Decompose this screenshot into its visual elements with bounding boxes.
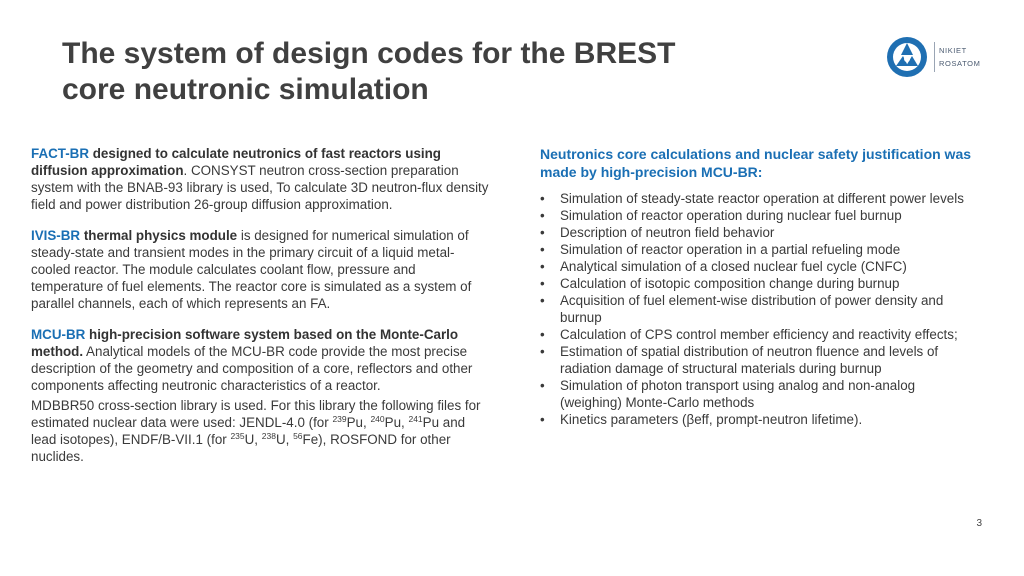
page-number: 3 <box>976 518 982 529</box>
list-item <box>540 207 980 224</box>
bullet-icon: • <box>540 412 545 427</box>
fact-br-text: . CONSYST neutron cross-section preparation system with the BNAB-93 library is used, To calculate 3D neutron-flux density field and power distribution 26-group diffusion approximation. <box>31 163 489 212</box>
list-item-text: Calculation of isotopic composition change during burnup <box>560 276 900 291</box>
logo-text <box>939 44 980 70</box>
list-item-text: Simulation of reactor operation in a partial refueling mode <box>560 242 901 257</box>
ivis-br-bold: thermal physics module <box>80 228 238 243</box>
slide-title <box>62 36 782 108</box>
logo-nikiet: NIKIET <box>939 46 967 55</box>
fact-br-bold: designed to calculate neutronics of fast reactors using diffusion approximation <box>31 146 441 178</box>
list-item-text: Calculation of CPS control member efficiency and reactivity effects; <box>560 327 958 342</box>
list-item <box>540 343 980 377</box>
right-heading: Neutronics core calculations and nuclear safety justification was made by high-precision MCU-BR: <box>540 146 972 180</box>
list-item <box>540 292 980 326</box>
pu-c: Pu and lead isotopes), ENDF/B-VII.1 (for <box>31 415 466 447</box>
mcu-br-text: Analytical models of the MCU-BR code provide the most precise description of the geometry and composition of a core, reflectors and other components affecting neutronic characteristics of a reactor. <box>31 344 473 393</box>
rosatom-logo <box>886 36 996 80</box>
logo-divider <box>934 42 935 72</box>
fact-br-name: FACT-BR <box>31 146 90 161</box>
list-item <box>540 326 980 343</box>
bullet-icon: • <box>540 242 545 257</box>
library-paragraph <box>31 397 491 465</box>
rosatom-atom-icon <box>886 36 928 78</box>
bullet-icon: • <box>540 276 545 291</box>
bullet-icon: • <box>540 344 545 359</box>
library-text-1: MDBBR50 cross-section library is used. For this library the following files for estimated nuclear data were used: JENDL-4.0 (for <box>31 398 481 430</box>
list-item-text: Acquisition of fuel element-wise distribution of power density and burnup <box>560 293 944 325</box>
title-line-2: core neutronic simulation <box>62 73 429 106</box>
bullet-icon: • <box>540 208 545 223</box>
ivis-br-paragraph <box>31 227 491 312</box>
list-item-text: Simulation of photon transport using analog and non-analog (weighing) Monte-Carlo methods <box>560 378 916 410</box>
sup-239: 239 <box>332 414 347 424</box>
sup-235: 235 <box>230 431 245 441</box>
ivis-br-name: IVIS-BR <box>31 228 81 243</box>
right-column <box>540 145 980 428</box>
mcu-br-name: MCU-BR <box>31 327 86 342</box>
list-item <box>540 190 980 207</box>
bullet-icon: • <box>540 293 545 308</box>
u-b: U, <box>275 432 294 447</box>
list-item-text: Estimation of spatial distribution of neutron fluence and levels of radiation damage of structural materials during burnup <box>560 344 939 376</box>
logo-rosatom: ROSATOM <box>939 59 981 68</box>
bullet-icon: • <box>540 259 545 274</box>
bullet-icon: • <box>540 191 545 206</box>
title-line-1: The system of design codes for the BREST <box>62 37 676 70</box>
sup-56: 56 <box>293 431 303 441</box>
list-item <box>540 275 980 292</box>
list-item-text: Simulation of steady-state reactor operation at different power levels <box>560 191 964 206</box>
list-item-text: Description of neutron field behavior <box>560 225 775 240</box>
list-item-text: Analytical simulation of a closed nuclear fuel cycle (CNFC) <box>560 259 907 274</box>
sup-240: 240 <box>370 414 385 424</box>
mcu-br-paragraph <box>31 326 491 394</box>
list-item <box>540 258 980 275</box>
fe-end: Fe), ROSFOND for other nuclides. <box>31 432 451 464</box>
sup-241: 241 <box>408 414 423 424</box>
list-item <box>540 224 980 241</box>
mcu-br-bold: high-precision software system based on the Monte-Carlo method. <box>31 327 459 359</box>
list-item <box>540 411 980 428</box>
ivis-br-text: is designed for numerical simulation of steady-state and transient modes in the primary circuit of a liquid metal-cooled reactor. The module calculates coolant flow, pressure and temperature of fuel elements. The reactor core is simulated as a system of parallel channels, each of which represents an FA. <box>31 228 472 311</box>
list-item <box>540 241 980 258</box>
fact-br-paragraph <box>31 145 491 213</box>
pu-a: Pu, <box>346 415 371 430</box>
u-a: U, <box>244 432 262 447</box>
list-item <box>540 377 980 411</box>
list-item-text: Kinetics parameters (βeff, prompt-neutron lifetime). <box>560 412 863 427</box>
bullet-icon: • <box>540 327 545 342</box>
capability-list <box>540 190 980 428</box>
left-column <box>31 145 491 479</box>
bullet-icon: • <box>540 225 545 240</box>
sup-238: 238 <box>261 431 276 441</box>
list-item-text: Simulation of reactor operation during nuclear fuel burnup <box>560 208 902 223</box>
bullet-icon: • <box>540 378 545 393</box>
pu-b: Pu, <box>384 415 409 430</box>
